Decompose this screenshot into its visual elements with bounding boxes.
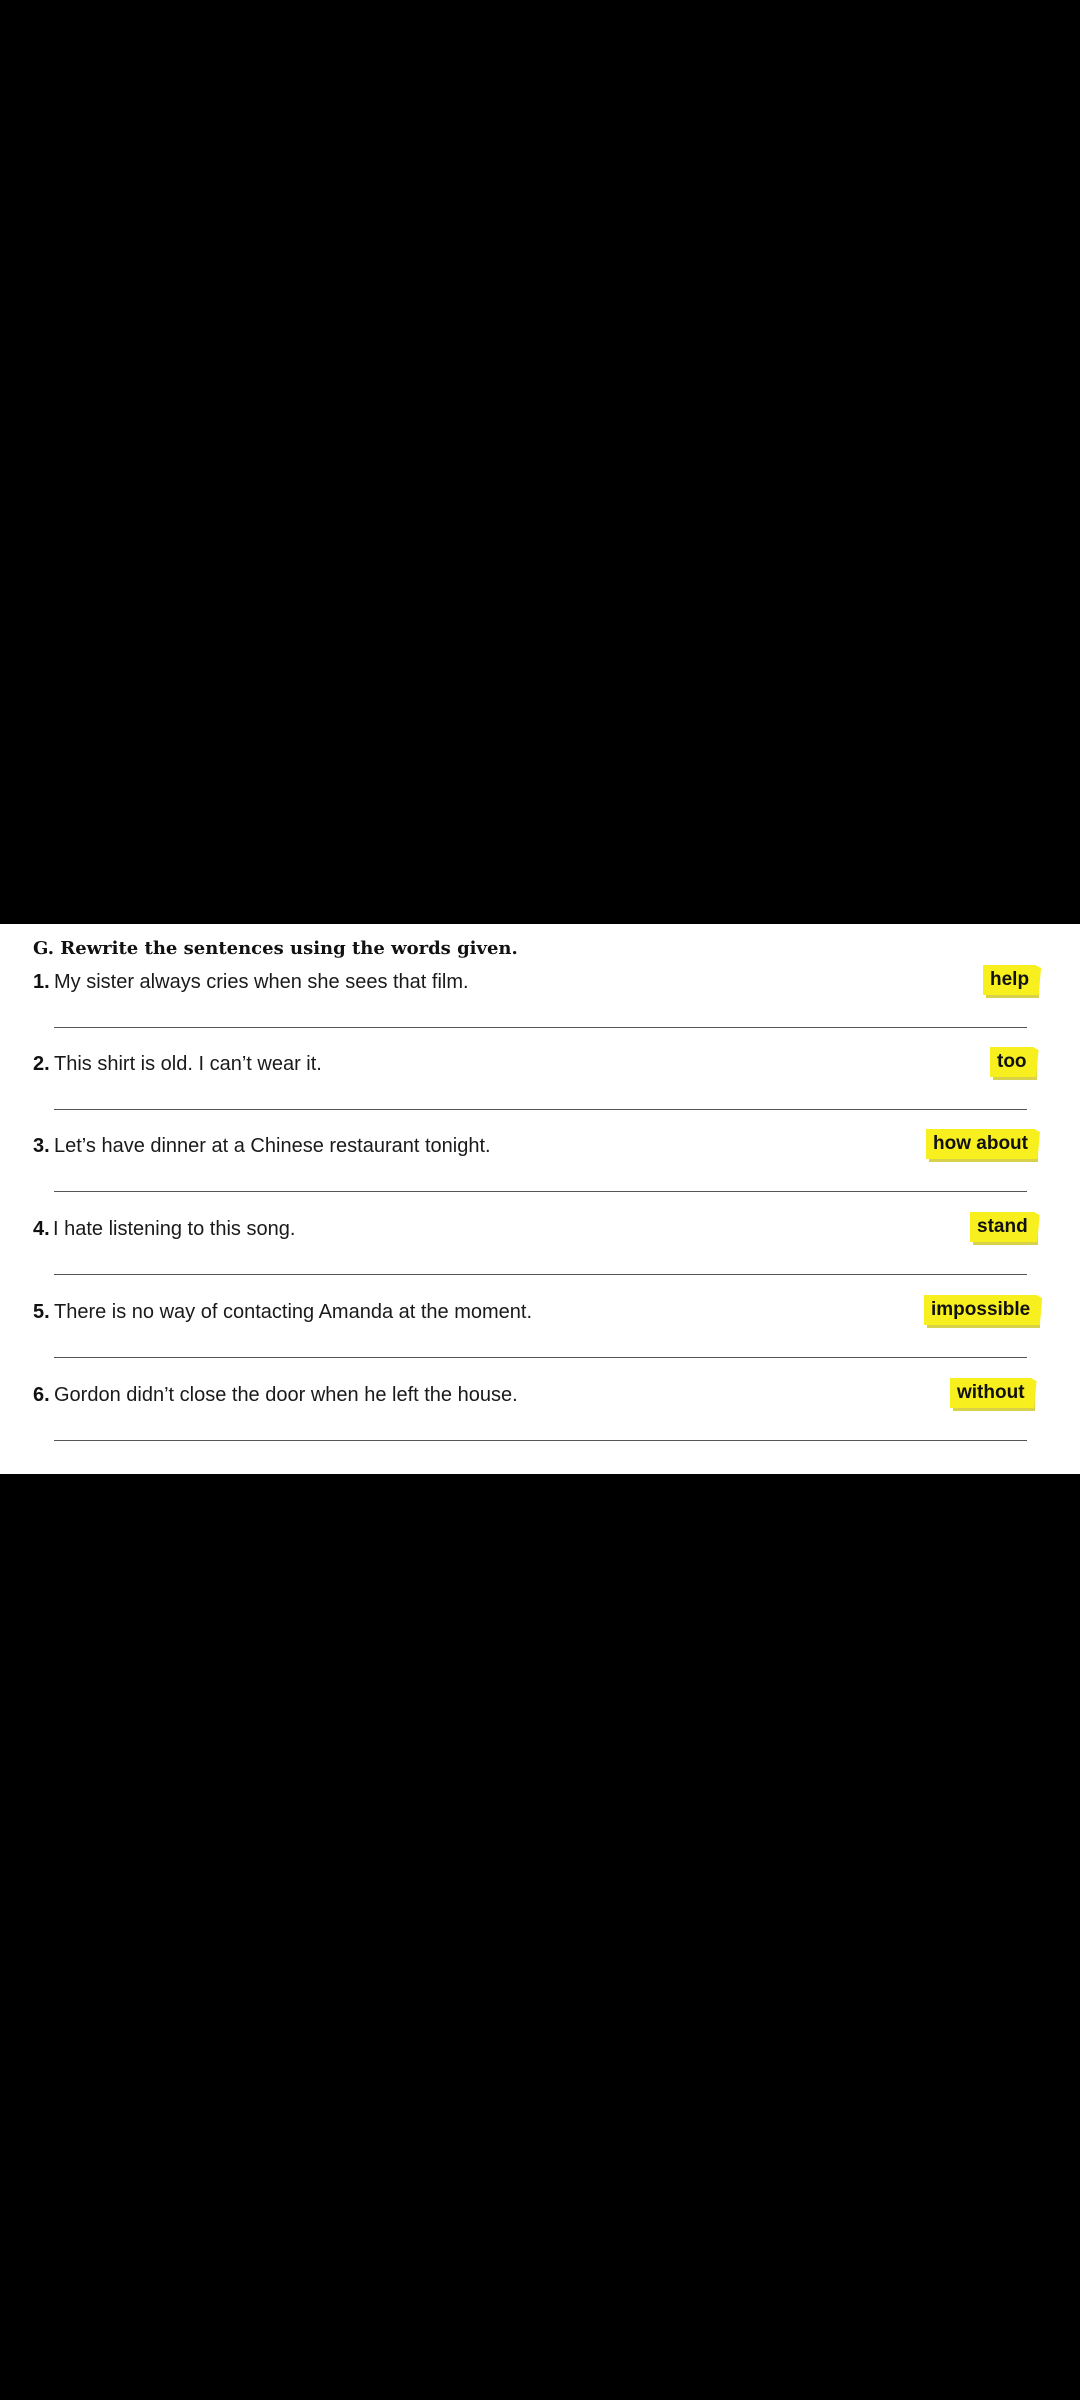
exercise-item-4 (0, 1218, 1080, 1300)
item-sentence: My sister always cries when she sees that film. (54, 971, 469, 993)
item-sentence: Let’s have dinner at a Chinese restaurant tonight. (54, 1135, 491, 1157)
item-number: 5. (33, 1301, 50, 1323)
item-sentence: This shirt is old. I can’t wear it. (54, 1053, 322, 1075)
exercise-item-3 (0, 1135, 1080, 1217)
item-number: 2. (33, 1053, 50, 1075)
keyword-badge: impossible (924, 1295, 1037, 1325)
answer-line[interactable] (54, 1027, 1027, 1028)
item-sentence: Gordon didn’t close the door when he left the house. (54, 1384, 518, 1406)
exercise-title: G. Rewrite the sentences using the words given. (33, 938, 518, 959)
answer-line[interactable] (54, 1440, 1027, 1441)
answer-line[interactable] (54, 1274, 1027, 1275)
answer-line[interactable] (54, 1357, 1027, 1358)
keyword-badge: without (950, 1378, 1032, 1408)
answer-line[interactable] (54, 1109, 1027, 1110)
exercise-item-5 (0, 1301, 1080, 1383)
keyword-badge: too (990, 1047, 1034, 1077)
item-number: 6. (33, 1384, 50, 1406)
keyword-badge: stand (970, 1212, 1035, 1242)
keyword-badge: help (983, 965, 1036, 995)
worksheet (0, 924, 1080, 1474)
item-sentence: I hate listening to this song. (53, 1218, 296, 1240)
exercise-item-2 (0, 1053, 1080, 1135)
item-number: 3. (33, 1135, 50, 1157)
item-sentence: There is no way of contacting Amanda at the moment. (54, 1301, 533, 1323)
item-number: 4. (33, 1218, 50, 1240)
item-number: 1. (33, 971, 50, 993)
exercise-item-6 (0, 1384, 1080, 1466)
answer-line[interactable] (54, 1191, 1027, 1192)
keyword-badge: how about (926, 1129, 1035, 1159)
exercise-item-1 (0, 971, 1080, 1053)
